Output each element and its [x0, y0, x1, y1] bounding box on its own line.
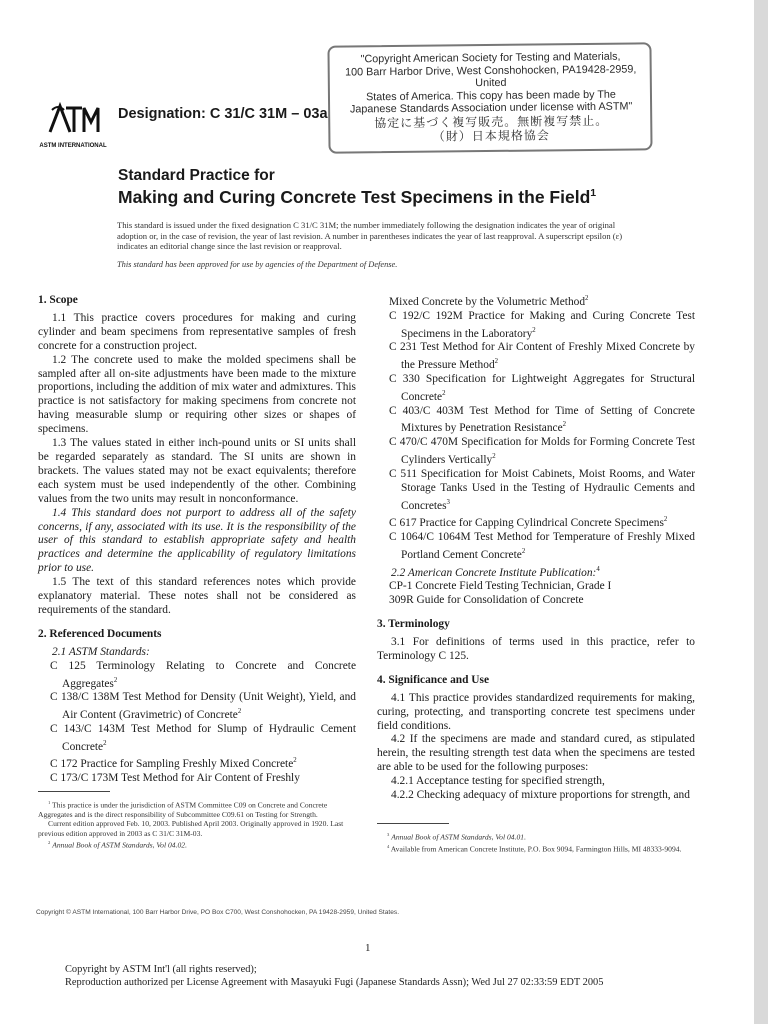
reference-item: C 192/C 192M Practice for Making and Curing Concrete Test Specimens in the Laboratory$^2$ [389, 309, 695, 340]
page-edge-shadow [754, 0, 768, 1024]
reference-item: C 617 Practice for Capping Cylindrical Concrete Specimens$^2$ [389, 516, 668, 530]
page-number: 1 [365, 942, 371, 954]
reference-item: C 1064/C 1064M Test Method for Temperature of Freshly Mixed Portland Cement Concrete$^2$ [389, 530, 695, 561]
designation: Designation: C 31/C 31M – 03a [118, 106, 328, 122]
footnote: $^1$ This practice is under the jurisdiction of ASTM Committee C09 on Concrete and Concrete Aggregates and is the direct responsibility of Subcommittee C09.61 on Testing for Strength. [38, 800, 328, 819]
paragraph: 3.1 For definitions of terms used in this practice, refer to Terminology C 125. [377, 636, 695, 662]
reference-item: C 511 Specification for Moist Cabinets, Moist Rooms, and Water Storage Tanks Used in the Testing of Hydraulic Cements and Concretes$^3$ [389, 467, 695, 512]
paragraph: 4.2.1 Acceptance testing for specified strength, [391, 775, 605, 788]
approval-note: This standard has been approved for use by agencies of the Department of Defense. [117, 260, 398, 269]
title-footnote-ref: 1 [590, 187, 597, 200]
stamp-line: Japanese Standards Association under license with ASTM" [349, 100, 633, 116]
section-heading: 3. Terminology [377, 618, 450, 631]
reference-item: C 403/C 403M Test Method for Time of Setting of Concrete Mixtures by Penetration Resistance$^2$ [389, 404, 695, 435]
copyright-stamp [327, 42, 652, 153]
paragraph: 1.1 This practice covers procedures for making and curing cylinder and beam specimens from representative samples of fresh concrete for a construction project. [38, 311, 356, 352]
footnotes-left [38, 798, 356, 850]
reference-item: CP-1 Concrete Field Testing Technician, Grade I [389, 580, 612, 593]
paragraph: 2.1 ASTM Standards: [52, 645, 150, 658]
title-text: Making and Curing Concrete Test Specimens in the Field [118, 187, 591, 207]
paragraph: 1.2 The concrete used to make the molded specimens shall be sampled after all on-site adjustments have been made to the mixture proportions, including the addition of mix water and admixtures. This practice is not satisfactory for making specimens from concrete not having measurable slump or requiring other sizes or shapes of specimens. [38, 353, 356, 436]
footnote: $^3$ Annual Book of ASTM Standards, Vol 04.01. [387, 832, 526, 842]
reference-item: C 172 Practice for Sampling Freshly Mixed Concrete$^2$ [50, 757, 297, 771]
reference-item: C 470/C 470M Specification for Molds for Forming Concrete Test Cylinders Vertically$^2$ [389, 436, 695, 466]
footer-line: Copyright by ASTM Int'l (all rights reserved); [65, 964, 257, 975]
stamp-line-jp: 協定に基づく複写販売。無断複写禁止。 [374, 113, 609, 131]
footnote-rule [377, 823, 449, 824]
reference-item: C 138/C 138M Test Method for Density (Unit Weight), Yield, and Air Content (Gravimetric) of Concrete$^2$ [50, 691, 356, 721]
footnotes-right [377, 830, 695, 854]
footnote-rule [38, 791, 110, 792]
reference-item: C 143/C 143M Test Method for Slump of Hydraulic Cement Concrete$^2$ [50, 722, 356, 753]
stamp-line: 100 Barr Harbor Drive, West Conshohocken, PA19428-2959, United [345, 63, 637, 90]
reference-item: C 125 Terminology Relating to Concrete and Concrete Aggregates$^2$ [50, 659, 356, 690]
stamp-line: "Copyright American Society for Testing and Materials, [360, 50, 621, 66]
paragraph: 2.2 American Concrete Institute Publication:$^4$ [391, 565, 600, 579]
paragraph: 1.4 This standard does not purport to address all of the safety concerns, if any, associated with its use. It is the responsibility of the user of this standard to establish appropriate safety and health practices and determine the applicability of regulatory limitations prior to use. [38, 506, 356, 575]
right-column [377, 292, 695, 803]
license-footer [65, 964, 603, 989]
paragraph: 4.2.2 Checking adequacy of mixture proportions for strength, and [391, 789, 690, 802]
reference-item: Mixed Concrete by the Volumetric Method$^2$ [389, 295, 589, 308]
reference-item: C 330 Specification for Lightweight Aggregates for Structural Concrete$^2$ [389, 372, 695, 403]
stamp-line-jp: （財）日本規格協会 [432, 128, 550, 144]
issue-notice: This standard is issued under the fixed designation C 31/C 31M; the number immediately following the designation indicates the year of original adoption or, in the case of revision, the year of last revision. A number in parentheses indicates the year of last reapproval. A superscript epsilon (ε) indicates an editorial change since the last revision or reapproval. [117, 220, 623, 252]
logo-caption: ASTM INTERNATIONAL [39, 143, 107, 149]
paragraph: 1.3 The values stated in either inch-pound units or SI units shall be regarded separately as standard. The SI units are shown in brackets. The values stated may not be exact equivalents; therefore each system must be used independently of the other. Combining values from the two units may result in nonconformance. [38, 437, 356, 505]
title-line2 [118, 187, 596, 208]
footnote: Current edition approved Feb. 10, 2003. Published April 2003. Originally approved in 1920. Last previous edition approved in 2003 as C 31/C 31M-03. [38, 819, 344, 838]
copyright-strip: Copyright © ASTM International, 100 Barr Harbor Drive, PO Box C700, West Conshohocken, PA 19428-2959, United States. [36, 909, 400, 916]
left-column [38, 292, 356, 786]
title-line1: Standard Practice for [118, 167, 275, 184]
astm-logo [39, 100, 107, 154]
section-heading: 1. Scope [38, 294, 78, 306]
reference-item: 309R Guide for Consolidation of Concrete [389, 594, 584, 607]
paragraph: 1.5 The text of this standard references notes which provide explanatory material. These notes shall not be considered as requirements of the standard. [38, 576, 356, 616]
reference-item: C 231 Test Method for Air Content of Freshly Mixed Concrete by the Pressure Method$^2$ [389, 341, 695, 372]
paragraph: 4.1 This practice provides standardized requirements for making, curing, protecting, and transporting concrete test specimens under field conditions. [377, 691, 695, 732]
footnote: $^4$ Available from American Concrete Institute, P.O. Box 9094, Farmington Hills, MI 48333-9094. [387, 843, 682, 854]
footer-line: Reproduction authorized per License Agreement with Masayuki Fugi (Japanese Standards Assn); Wed Jul 27 02:33:59 EDT 2005 [65, 976, 604, 988]
stamp-line: States of America. This copy has been made by The [365, 88, 616, 104]
section-heading: 4. Significance and Use [377, 673, 490, 686]
reference-item: C 173/C 173M Test Method for Air Content of Freshly [50, 772, 300, 785]
footnote: $^2$ Annual Book of ASTM Standards, Vol 04.02. [48, 840, 187, 850]
section-heading: 2. Referenced Documents [38, 627, 162, 640]
paragraph: 4.2 If the specimens are made and standard cured, as stipulated herein, the resulting strength test data when the specimens are tested are able to be used for the following purposes: [377, 733, 695, 774]
